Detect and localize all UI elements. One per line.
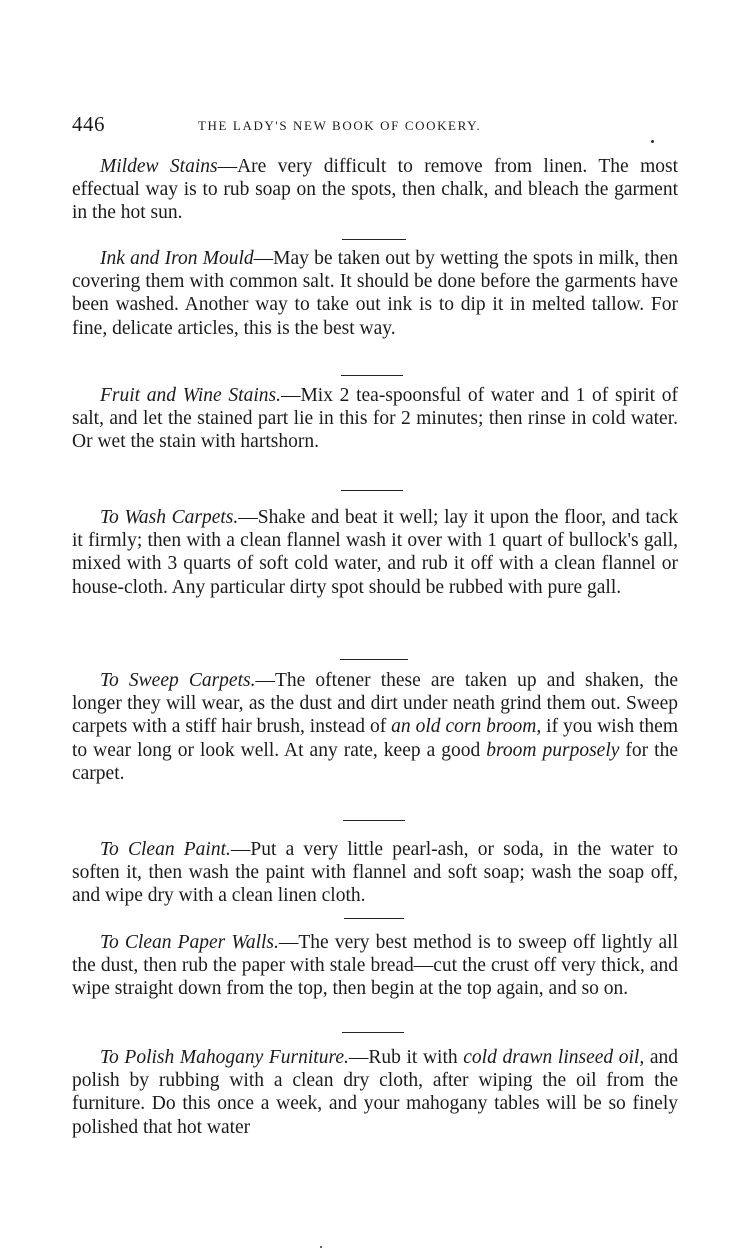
entry-italic-text: cold drawn linseed oil, [463,1047,645,1068]
entry-italic-text: an old corn broom, [391,716,542,738]
entry-mildew-stains [72,155,678,225]
entry-text: and polish by rubbing with a clean dry cloth, after wiping the oil from the furniture. Do this once a week, and your mahogany tables will be so finely polished that hot water [72,1047,678,1138]
entry-fruit-and-wine-stains [72,384,678,454]
entry-text: —Rub it with [348,1047,464,1068]
entry-heading: To Polish Mahogany Furniture. [100,1047,349,1068]
entry-to-wash-carpets [72,506,678,599]
section-divider [341,490,403,491]
entry-to-clean-paint [72,838,678,908]
entry-text: —The oftener these are taken up and shaken, the longer they will wear, as the dust and dirt under neath grind them out. Sweep carpets with a stiff hair brush, instead of [72,670,678,738]
entry-italic-text: broom purposely [486,739,620,761]
section-divider [341,375,403,376]
section-divider [342,1032,404,1033]
entry-text: if you wish them to wear long or look well. At any rate, keep a good [72,716,678,761]
entry-to-clean-paper-walls [72,931,678,1001]
entry-text: —The very best method is to sweep off lightly all the dust, then rub the paper with stale bread—cut the crust off very thick, and wipe straight down from the top, then begin at the top again, and so on. [72,932,678,1000]
book-title: THE LADY'S NEW BOOK OF COOKERY. [198,118,482,133]
entry-heading: Mildew Stains [100,156,218,177]
entry-heading: Ink and Iron Mould [100,248,254,269]
section-divider [343,820,405,821]
running-head [72,112,682,140]
entry-text: for the carpet. [72,739,678,784]
entry-text: —Mix 2 tea-spoonsful of water and 1 of spirit of salt, and let the stained part lie in this for 2 minutes; then rinse in cold water. Or wet the stain with hartshorn. [72,385,679,453]
section-divider [340,659,408,660]
entry-heading: To Clean Paper Walls. [100,932,279,953]
entry-to-sweep-carpets [72,669,678,785]
section-divider [342,239,406,240]
entry-to-polish-mahogany-furniture [72,1046,678,1139]
entry-text: —Put a very little pearl-ash, or soda, in the water to soften it, then wash the paint with flannel and soft soap; wash the soap off, and wipe dry with a clean linen cloth. [72,839,678,907]
entry-text: —Shake and beat it well; lay it upon the floor, and tack it firmly; then with a clean flannel wash it over with 1 quart of bullock's gall, mixed with 3 quarts of soft cold water, and rub it off with a clean flannel or house-cloth. Any particular dirty spot should be rubbed with pure gall. [72,507,678,598]
stray-ink-mark [651,140,654,143]
entry-heading: Fruit and Wine Stains. [100,385,281,406]
entry-text: —May be taken out by wetting the spots in milk, then covering them with common salt. It should be done before the garments have been washed. Another way to take out ink is to dip it in melted tallow. For fine, delicate articles, this is the best way. [72,248,679,339]
stray-ink-mark [320,1246,322,1248]
entry-heading: To Clean Paint. [100,839,231,860]
entry-text: —Are very difficult to remove from linen. The most effectual way is to rub soap on the spots, then chalk, and bleach the garment in the hot sun. [72,156,678,224]
page-number: 446 [72,112,105,136]
section-divider [344,918,404,919]
entry-heading: To Wash Carpets. [100,507,239,528]
entry-heading: To Sweep Carpets. [100,670,256,691]
entry-ink-and-iron-mould [72,247,678,340]
